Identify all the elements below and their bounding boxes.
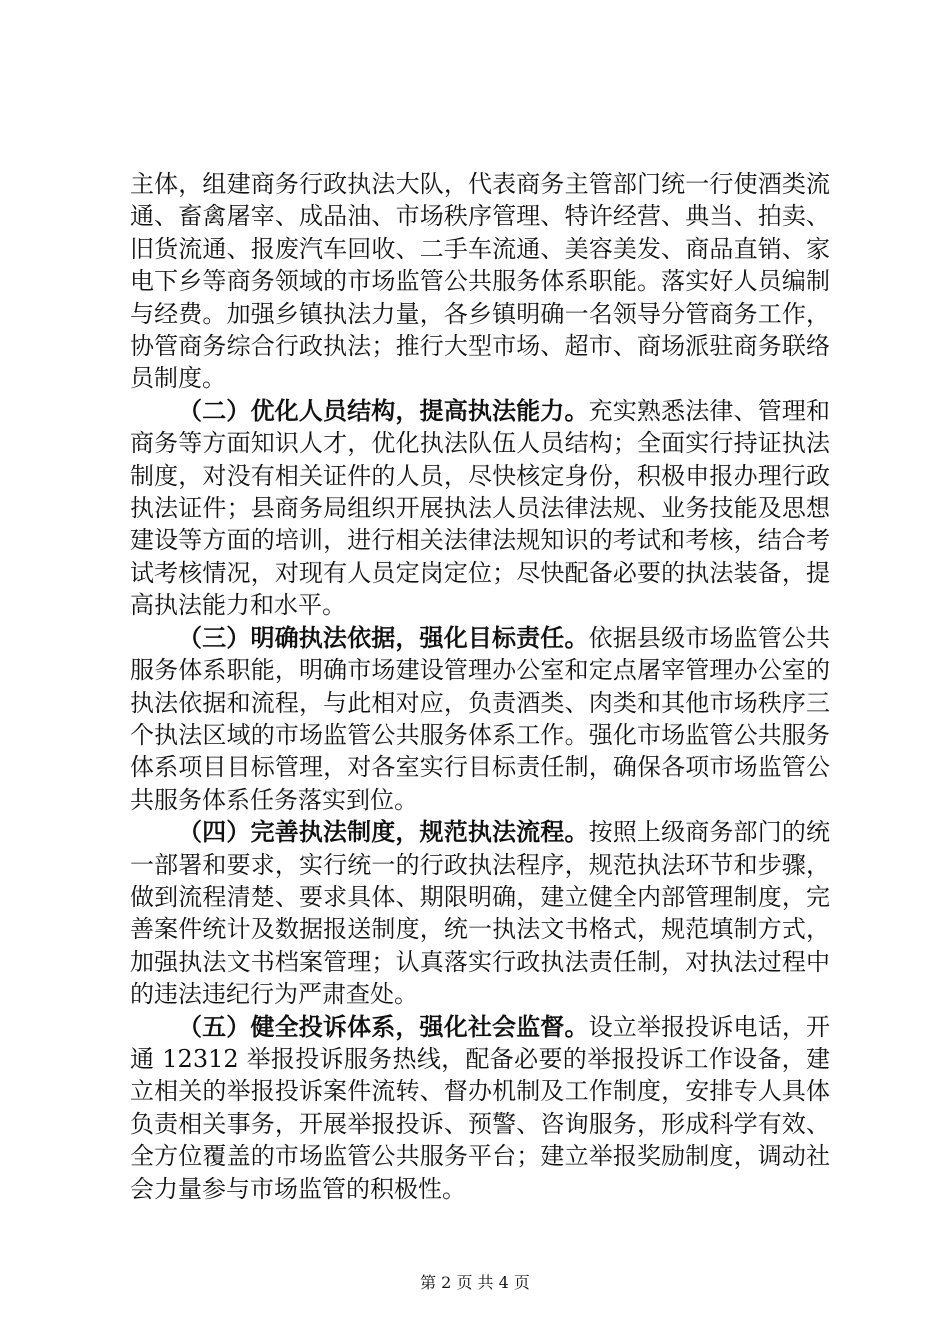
paragraph-text: 设立举报投诉电话，开通 12312 举报投诉服务热线，配备必要的举报投诉工作设备，建立相关的举报投诉案件流转、督办机制及工作制度，安排专人具体负责相关事务，开展举报投诉、预警、咨询服务，形成科学有效、全方位覆盖的市场监管公共服务平台；建立举报奖励制度，调动社会力量参与市场监管的积极性。: [130, 1012, 831, 1203]
document-body: [130, 168, 830, 1205]
paragraph-section-2: [130, 395, 830, 622]
paragraph-text: 充实熟悉法律、管理和商务等方面知识人才，优化执法队伍人员结构；全面实行持证执法制度，对没有相关证件的人员，尽快核定身份，积极申报办理行政执法证件；县商务局组织开展执法人员法律法规、业务技能及思想建设等方面的培训，进行相关法律法规知识的考试和考核，结合考试考核情况，对现有人员定岗定位；尽快配备必要的执法装备，提高执法能力和水平。: [130, 396, 831, 620]
page-footer: [0, 1273, 950, 1293]
paragraph-text: 按照上级商务部门的统一部署和要求，实行统一的行政执法程序，规范执法环节和步骤，做到流程清楚、要求具体、期限明确，建立健全内部管理制度，完善案件统计及数据报送制度，统一执法文书格式，规范填制方式，加强执法文书档案管理；认真落实行政执法责任制，对执法过程中的违法违纪行为严肃查处。: [130, 818, 831, 1009]
section-heading: （三）明确执法依据，强化目标责任。: [178, 622, 589, 652]
paragraph-section-5: [130, 1011, 830, 1205]
paragraph-continuation: [130, 168, 830, 395]
section-heading: （四）完善执法制度，规范执法流程。: [178, 817, 589, 847]
paragraph-text: 主体，组建商务行政执法大队，代表商务主管部门统一行使酒类流通、畜禽屠宰、成品油、市场秩序管理、特许经营、典当、拍卖、旧货流通、报废汽车回收、二手车流通、美容美发、商品直销、家电下乡等商务领域的市场监管公共服务体系职能。落实好人员编制与经费。加强乡镇执法力量，各乡镇明确一名领导分管商务工作，协管商务综合行政执法；推行大型市场、超市、商场派驻商务联络员制度。: [130, 170, 830, 393]
section-heading: （二）优化人员结构，提高执法能力。: [178, 395, 589, 425]
paragraph-section-3: [130, 622, 830, 816]
paragraph-section-4: [130, 816, 830, 1010]
paragraph-text: 依据县级市场监管公共服务体系职能，明确市场建设管理办公室和定点屠宰管理办公室的执法依据和流程，与此相对应，负责酒类、肉类和其他市场秩序三个执法区域的市场监管公共服务体系工作。强化市场监管公共服务体系项目目标管理，对各室实行目标责任制，确保各项市场监管公共服务体系任务落实到位。: [130, 623, 831, 814]
page-number-label: 第 2 页 共 4 页: [420, 1273, 530, 1292]
section-heading: （五）健全投诉体系，强化社会监督。: [178, 1011, 589, 1041]
